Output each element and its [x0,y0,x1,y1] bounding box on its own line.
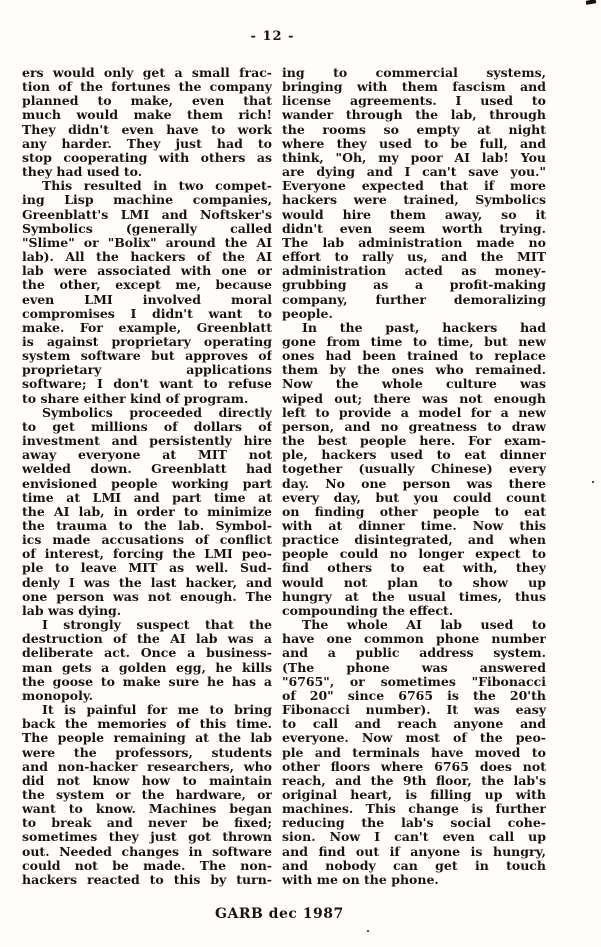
text-line: reach, and the 9th floor, the lab's [282,773,546,788]
text-line: company, further demoralizing [282,292,546,307]
text-line: to get millions of dollars of [22,419,272,434]
text-line: people. [282,306,333,321]
text-line: software; I don't want to refuse [22,377,272,392]
paragraph [22,179,272,406]
text-line: Greenblatt's LMI and Noftsker's [22,207,272,222]
scan-artifact-dot [592,481,594,483]
text-line: grubbing as a profit-making [282,278,546,293]
text-line: Symbolics proceeded directly [42,405,272,420]
text-line: sion. Now I can't even call up [282,830,546,845]
text-line: with at dinner time. Now this [282,519,546,533]
text-line: Symbolics (generally called [22,221,272,236]
text-line: where they used to be full, and [282,136,546,151]
text-line: the system or the hardware, or [22,787,272,802]
text-line: ers would only get a small frac- [22,66,272,80]
text-line: people could no longer expect to [282,547,546,562]
text-line: ones had been trained to replace [282,349,546,364]
text-line: hungry at the usual times, thus [282,589,546,604]
text-line: the best people here. For exam- [282,434,546,449]
text-line: stop cooperating with others as [22,150,272,165]
text-line: find others to eat with, they [282,561,546,576]
text-line: It is painful for me to bring [42,703,272,718]
text-line: reducing the lab's social cohe- [282,816,546,831]
text-line: In the past, hackers had [302,320,546,335]
text-line: the AI lab, in order to minimize [22,504,272,519]
text-line: time at LMI and part time at [22,490,272,505]
text-line: "6765", or sometimes "Fibonacci [282,674,546,689]
text-line: investment and persistently hire [22,434,272,449]
text-line: denly I was the last hacker, and [22,575,272,590]
text-line: one person was not enough. The [22,589,272,604]
text-line: deliberate act. Once a business- [22,646,272,661]
text-line: and nobody can get in touch [282,858,546,873]
text-line: destruction of the AI lab was a [22,632,272,647]
text-line: make. For example, Greenblatt [22,320,272,335]
text-line: much would make them rich! [22,108,272,123]
text-line: monopoly. [22,688,93,703]
text-line: planned to make, even that [22,94,272,109]
text-line: on finding other people to eat [282,504,546,519]
text-line: The whole AI lab used to [302,618,546,633]
text-line: want to know. Machines began [22,802,272,817]
text-line: I strongly suspect that the [42,618,272,633]
text-line: and non-hacker researchers, who [22,759,272,774]
text-line: they had used to. [22,165,143,180]
text-line: to call and reach anyone and [282,717,546,732]
text-line: (The phone was answered [282,660,546,675]
text-line: ics made accusations of conflict [22,533,272,548]
text-line: would hire them away, so it [282,207,546,222]
text-line: to share either kind of program. [22,391,249,406]
left-column [22,66,272,887]
scan-artifact-dot [367,930,369,932]
text-line: effort to rally us, and the MIT [282,250,546,265]
text-line: hackers reacted to this by turn- [22,872,272,887]
text-line: of 20" since 6765 is the 20'th [282,688,546,703]
text-line: and find out if anyone is hungry, [282,844,546,859]
paragraph [22,618,272,703]
text-line: the trauma to the lab. Symbol- [22,519,272,533]
right-column [282,66,546,887]
text-line: didn't even seem worth trying. [282,221,546,236]
text-line: system software but approves of [22,349,272,364]
text-line: other floors where 6765 does not [282,759,546,774]
text-line: day. No one person was there [282,476,546,491]
paragraph [282,66,546,321]
text-line: man gets a golden egg, he kills [22,660,272,675]
text-line: original heart, is filling up with [282,787,546,802]
text-line: compounding the effect. [282,603,454,618]
text-line: administration acted as money- [282,264,546,279]
text-line: are dying and I can't save you." [282,165,546,180]
text-line: ing Lisp machine companies, [22,193,272,208]
paragraph [22,406,272,618]
text-line: out. Needed changes in software [22,844,272,859]
text-line: proprietary applications [22,363,272,378]
text-line: ple and terminals have moved to [282,745,546,760]
text-line: back the memories of this time. [22,717,272,732]
text-line: them by the ones who remained. [282,363,546,378]
text-line: machines. This change is further [282,802,546,817]
text-line: sometimes they just got thrown [22,830,272,845]
text-line: ple to leave MIT as well. Sud- [22,561,272,576]
text-line: welded down. Greenblatt had [22,462,272,477]
text-line: even LMI involved moral [22,292,272,307]
text-line: lab was dying. [22,603,122,618]
text-line: away everyone at MIT not [22,448,272,463]
paragraph [282,618,546,887]
text-line: "Slime" or "Bolix" around the AI [22,235,272,250]
text-line: license agreements. I used to [282,94,546,109]
text-line: wiped out; there was not enough [282,391,546,406]
text-line: could not be made. The non- [22,858,272,873]
text-line: were the professors, students [22,745,272,760]
text-line: bringing with them fascism and [282,80,546,95]
text-line: lab were associated with one or [22,264,272,279]
text-line: They didn't even have to work [22,122,272,137]
text-line: compromises I didn't want to [22,306,272,321]
text-line: tion of the fortunes the company [22,80,272,95]
text-line: think, "Oh, my poor AI lab! You [282,150,546,165]
text-line: the rooms so empty at night [282,122,546,137]
text-line: would not plan to show up [282,575,546,590]
text-line: to break and never be fixed; [22,816,272,831]
text-line: did not know how to maintain [22,773,272,788]
text-line: any harder. They just had to [22,136,272,151]
text-line: Fibonacci number). It was easy [282,703,546,718]
text-line: together (usually Chinese) every [282,462,546,477]
text-line: practice disintegrated, and when [282,533,546,548]
text-line: envisioned people working part [22,476,272,491]
text-line: Now the whole culture was [282,377,546,392]
text-line: gone from time to time, but new [282,334,546,349]
paragraph [22,66,272,179]
text-line: lab). All the hackers of the AI [22,250,272,265]
text-line: wander through the lab, through [282,108,546,123]
paragraph [22,703,272,887]
page-number: - 12 - [250,29,295,44]
text-line: the other, except me, because [22,278,272,293]
text-line: ing to commercial systems, [282,66,546,80]
text-line: hackers were trained, Symbolics [282,193,546,208]
article-body [22,66,546,887]
text-line: The lab administration made no [282,235,546,250]
text-line: everyone. Now most of the peo- [282,731,546,746]
text-line: have one common phone number [282,632,546,647]
text-line: left to provide a model for a new [282,405,546,420]
text-line: Everyone expected that if more [282,179,546,194]
text-line: This resulted in two compet- [42,179,272,194]
text-line: with me on the phone. [282,872,439,887]
publication-footer: GARB dec 1987 [215,906,344,922]
text-line: ple, hackers used to eat dinner [282,448,546,463]
text-line: The people remaining at the lab [22,731,272,746]
text-line: of interest, forcing the LMI peo- [22,547,272,562]
scan-artifact-corner-mark [586,0,597,5]
paragraph [282,321,546,618]
text-line: the goose to make sure he has a [22,674,272,689]
text-line: every day, but you could count [282,490,546,505]
text-line: person, and no greatness to draw [282,419,546,434]
text-line: and a public address system. [282,646,546,661]
text-line: is against proprietary operating [22,334,272,349]
